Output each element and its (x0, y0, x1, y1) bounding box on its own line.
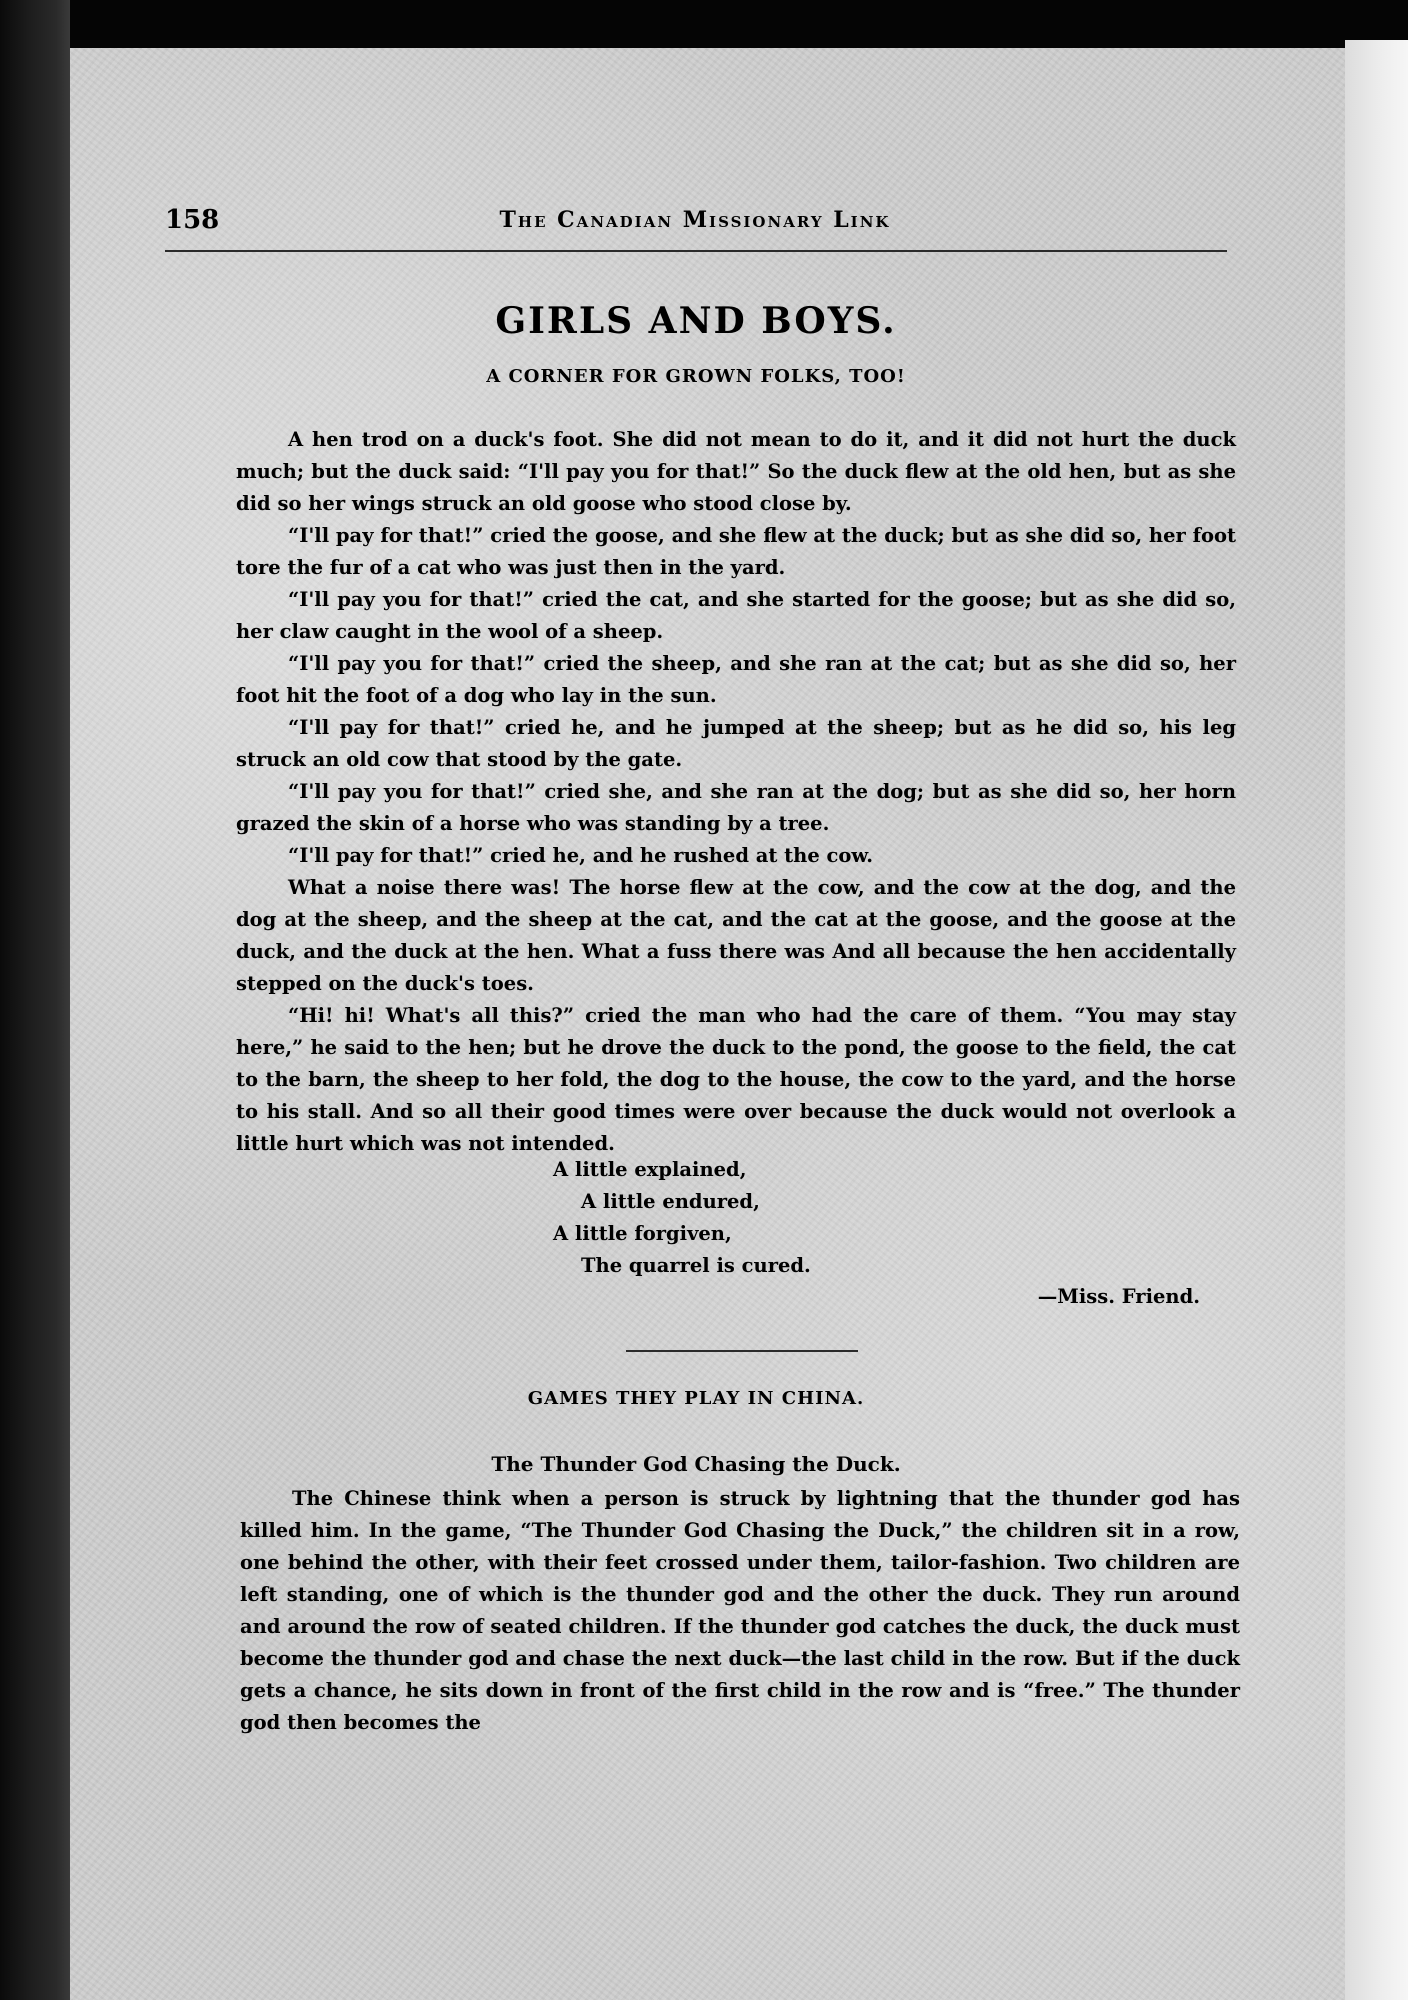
running-title: The Canadian Missionary Link (499, 207, 891, 233)
games-title: GAMES THEY PLAY IN CHINA. (527, 1388, 865, 1409)
story-paragraph: “I'll pay you for that!” cried the cat, and she started for the goose; but as she did so, her claw caught in the wool of a sheep. (236, 588, 1236, 643)
story-paragraph: “I'll pay for that!” cried he, and he jumped at the sheep; but as he did so, his leg struck an old cow that stood by the gate. (236, 716, 1236, 771)
page-header (165, 205, 1225, 245)
poem-line: The quarrel is cured. (581, 1254, 811, 1277)
poem-line: A little forgiven, (553, 1222, 732, 1245)
section-divider (626, 1350, 858, 1352)
book-binding-edge (0, 0, 70, 2000)
poem-line: A little endured, (581, 1190, 760, 1213)
adjacent-page-edge (1345, 40, 1408, 2000)
game-paragraph: The Chinese think when a person is struck by lightning that the thunder god has killed him. In the game, “The Thunder God Chasing the Duck,” the children sit in a row, one behind the other, with their feet crossed under them, tailor-fashion. Two children are left standing, one of which is the thunder god and the other the duck. They run around and around the row of seated children. If the thunder god catches the duck, the duck must become the thunder god and chase the next duck—the last child in the row. But if the duck gets a chance, he sits down in front of the first child in the row and is “free.” The thunder god then becomes the (240, 1487, 1240, 1734)
poem (553, 1154, 913, 1282)
article-subtitle: A CORNER FOR GROWN FOLKS, TOO! (486, 366, 906, 387)
game-subtitle: The Thunder God Chasing the Duck. (491, 1452, 901, 1476)
story-paragraph: A hen trod on a duck's foot. She did not mean to do it, and it did not hurt the duck much; but the duck said: “I'll pay you for that!” So the duck flew at the old hen, but as she did so her wings struck an old goose who stood close by. (236, 428, 1236, 515)
story-paragraph: “I'll pay you for that!” cried the sheep, and she ran at the cat; but as she did so, her foot hit the foot of a dog who lay in the sun. (236, 652, 1236, 707)
story-paragraph: “I'll pay for that!” cried he, and he rushed at the cow. (288, 844, 874, 867)
attribution: —Miss. Friend. (1037, 1285, 1200, 1308)
page-number: 158 (165, 205, 220, 235)
article-title: GIRLS AND BOYS. (495, 300, 897, 342)
header-rule (165, 250, 1227, 252)
story-paragraph: “Hi! hi! What's all this?” cried the man who had the care of them. “You may stay here,” he said to the hen; but he drove the duck to the pond, the goose to the field, the cat to the barn, the sheep to her fold, the dog to the house, the cow to the yard, and the horse to his stall. And so all their good times were over because the duck would not overlook a little hurt which was not intended. (236, 1004, 1236, 1155)
story-paragraph: “I'll pay you for that!” cried she, and she ran at the dog; but as she did so, her horn grazed the skin of a horse who was standing by a tree. (236, 780, 1236, 835)
story-paragraph: What a noise there was! The horse flew at the cow, and the cow at the dog, and the dog at the sheep, and the sheep at the cat, and the cat at the goose, and the goose at the duck, and the duck at the hen. What a fuss there was And all because the hen accidentally stepped on the duck's toes. (236, 876, 1236, 995)
story-text (236, 424, 1236, 1160)
story-paragraph: “I'll pay for that!” cried the goose, and she flew at the duck; but as she did so, her foot tore the fur of a cat who was just then in the yard. (236, 524, 1236, 579)
game-text (240, 1483, 1240, 1739)
poem-line: A little explained, (553, 1158, 747, 1181)
